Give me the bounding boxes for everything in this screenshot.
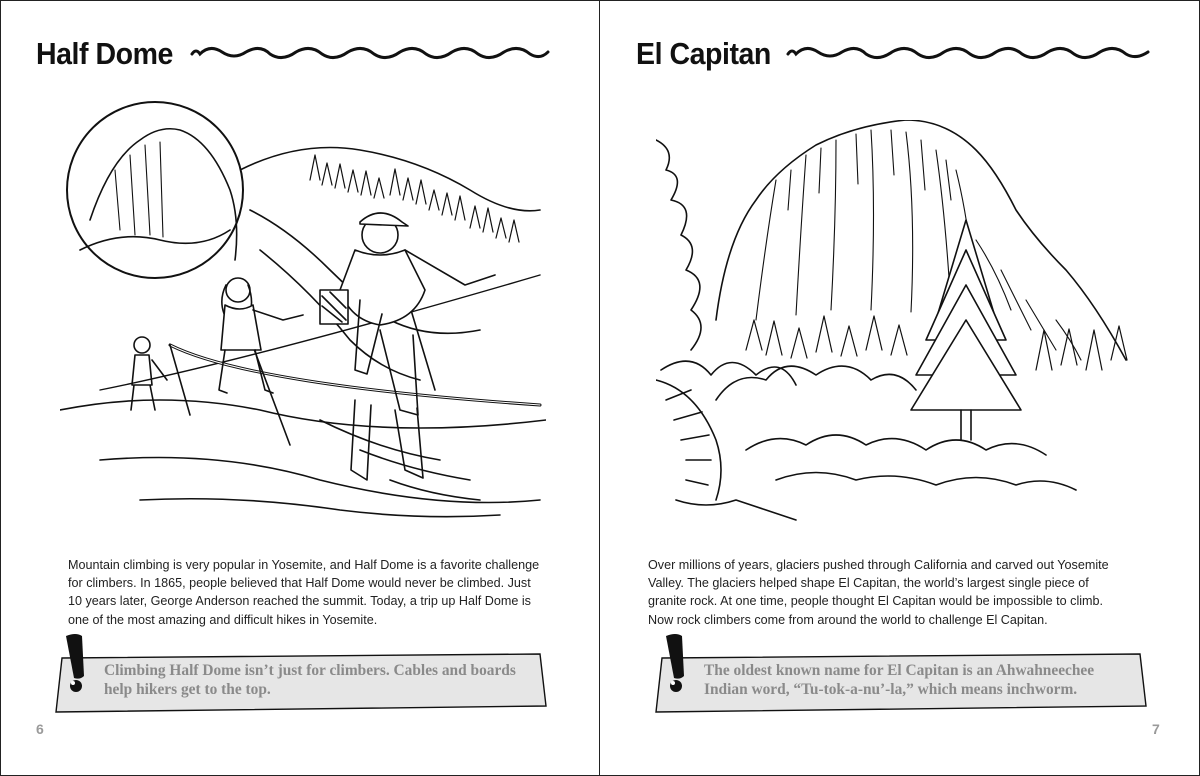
squiggle-divider <box>786 40 1166 70</box>
callout-text: Climbing Half Dome isn’t just for climbers. Cables and boards help hikers get to the top. <box>104 662 516 698</box>
callout-text: The oldest known name for El Capitan is an Ahwahneechee Indian word, “Tu-tok-a-nu’-la,” which means inchworm. <box>704 662 1095 698</box>
body-paragraph: Mountain climbing is very popular in Yosemite, and Half Dome is a favorite challenge for climbers. In 1865, people believed that Half Dome would never be climbed. Just 10 years later, George Anderson reached the summit. Today, a trip up Half Dome is one of the most amazing and difficult hikes in Yosemite. <box>68 558 540 627</box>
page-number: 7 <box>1152 721 1160 737</box>
exclamation-icon <box>660 632 696 696</box>
page-number: 6 <box>36 721 44 737</box>
left-page <box>0 0 599 776</box>
right-page <box>600 0 1199 776</box>
hikers-on-half-dome-cables-illustration <box>60 100 546 530</box>
page-title: Half Dome <box>36 36 173 71</box>
page-title: El Capitan <box>636 36 771 71</box>
exclamation-icon <box>60 632 96 696</box>
body-paragraph: Over millions of years, glaciers pushed through California and carved out Yosemite Valley. The glaciers helped shape El Capitan, the world’s largest single piece of granite rock. At one time, people thought El Capitan would be impossible to climb. Now rock climbers come from around the world to challenge El Capitan. <box>648 558 1109 627</box>
squiggle-divider <box>190 40 566 70</box>
el-capitan-forest-illustration <box>656 120 1146 530</box>
